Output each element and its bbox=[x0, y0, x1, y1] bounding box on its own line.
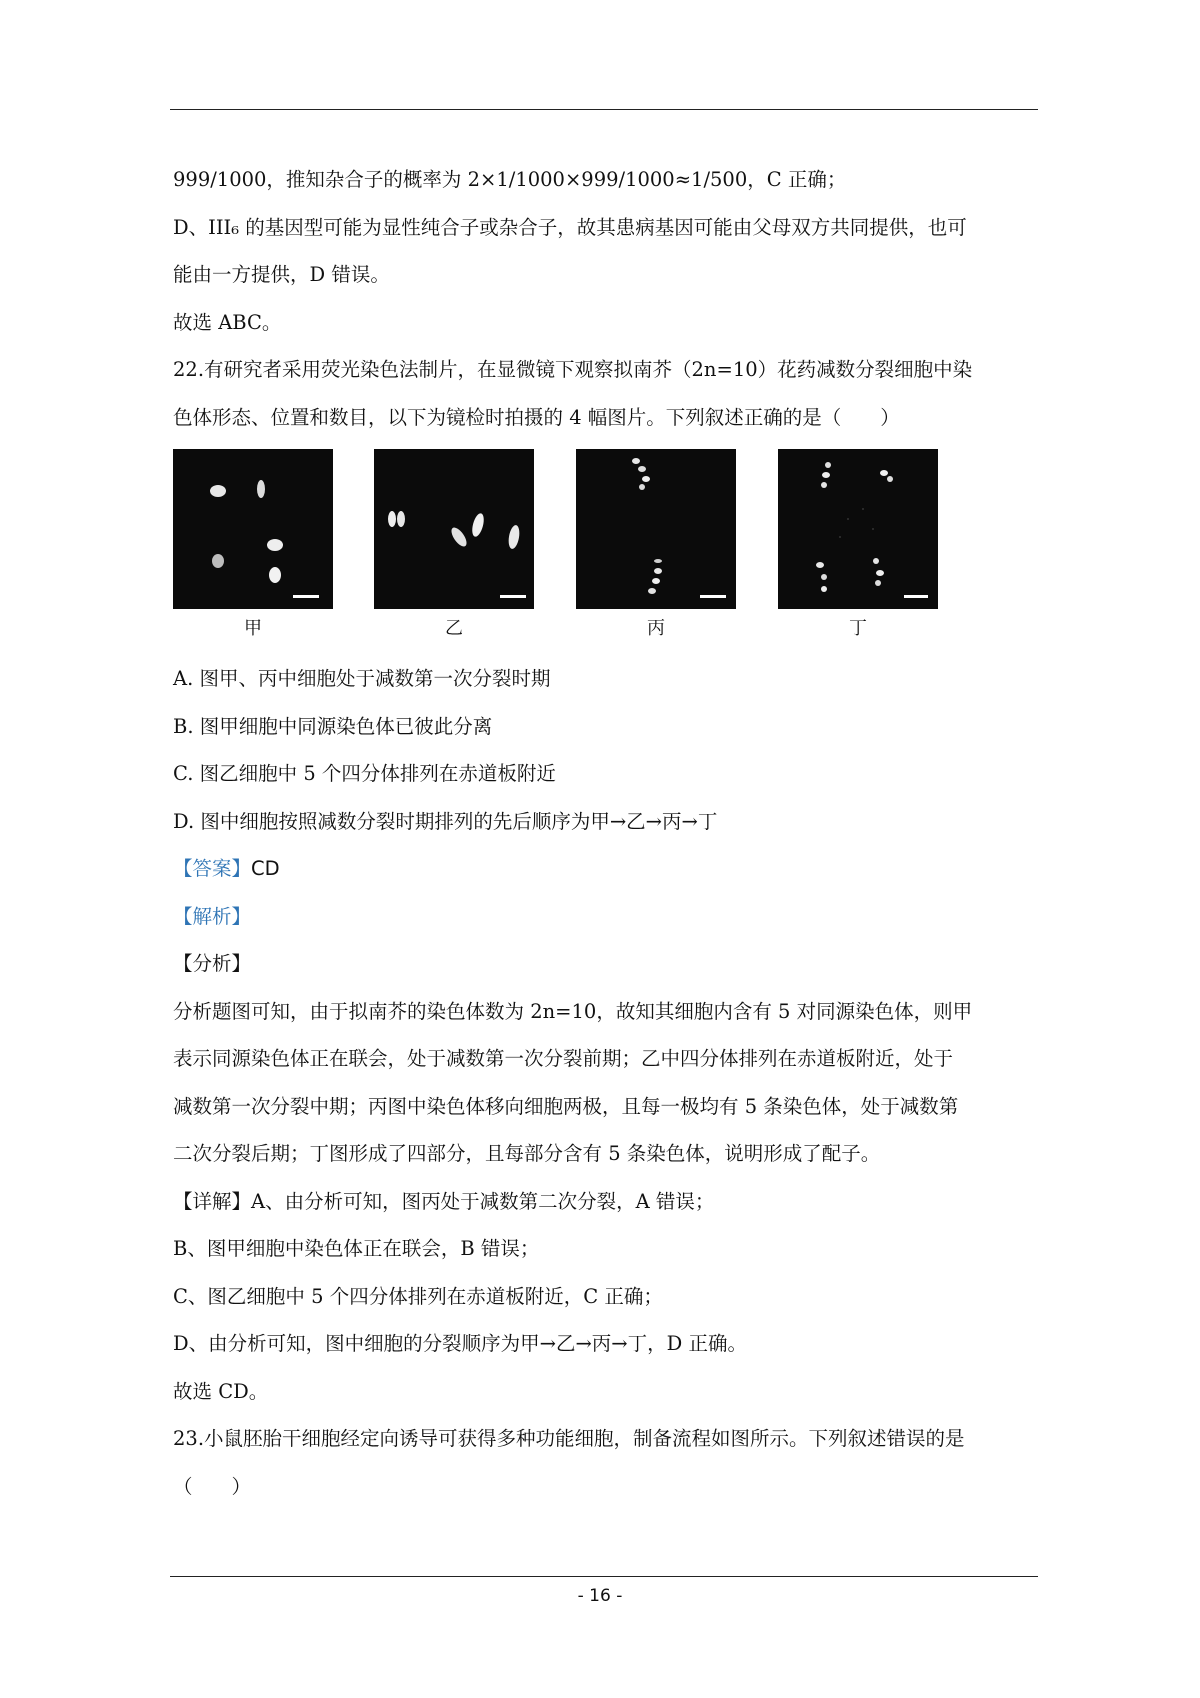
option-c: C. 图乙细胞中 5 个四分体排列在赤道板附近 bbox=[173, 762, 556, 785]
micrograph-jia bbox=[173, 449, 333, 641]
question-23-stem: 23.小鼠胚胎干细胞经定向诱导可获得多种功能细胞，制备流程如图所示。下列叙述错误的是 bbox=[173, 1427, 965, 1450]
figure-caption: 丙 bbox=[647, 618, 665, 639]
figure-caption: 丁 bbox=[849, 618, 867, 639]
answer-line bbox=[173, 845, 1041, 893]
detail-text: 【详解】A、由分析可知，图丙处于减数第二次分裂，A 错误； bbox=[173, 1189, 715, 1213]
micrograph-figure-row bbox=[173, 449, 1041, 649]
figure-caption: 乙 bbox=[445, 618, 463, 639]
detail-text: 故选 CD。 bbox=[173, 1379, 269, 1403]
analysis-text: 减数第一次分裂中期；丙图中染色体移向细胞两极，且每一极均有 5 条染色体，处于减数第 bbox=[173, 1094, 959, 1118]
option-b: B. 图甲细胞中同源染色体已彼此分离 bbox=[173, 714, 493, 738]
analysis-text: 二次分裂后期；丁图形成了四部分，且每部分含有 5 条染色体，说明形成了配子。 bbox=[173, 1142, 881, 1165]
micrograph-bing-image bbox=[576, 449, 736, 609]
header-rule bbox=[170, 109, 1038, 110]
text-line: 能由一方提供，D 错误。 bbox=[173, 263, 390, 286]
option-d: D. 图中细胞按照减数分裂时期排列的先后顺序为甲→乙→丙→丁 bbox=[173, 809, 718, 833]
question-22-stem: 22.有研究者采用荧光染色法制片，在显微镜下观察拟南芥（2n=10）花药减数分裂细胞中染 bbox=[173, 358, 973, 381]
answer-value: CD bbox=[251, 857, 280, 880]
option-a: A. 图甲、丙中细胞处于减数第一次分裂时期 bbox=[173, 667, 551, 690]
page-content bbox=[173, 156, 1041, 1510]
analysis-text: 分析题图可知，由于拟南芥的染色体数为 2n=10，故知其细胞内含有 5 对同源染色体，则甲 bbox=[173, 999, 973, 1023]
text-line: D、III₆ 的基因型可能为显性纯合子或杂合子，故其患病基因可能由父母双方共同提供，也可 bbox=[173, 215, 967, 239]
analysis-label: 【解析】 bbox=[173, 904, 252, 928]
micrograph-bing bbox=[576, 449, 736, 641]
page-number: - 16 - bbox=[577, 1586, 623, 1606]
micrograph-yi-image bbox=[374, 449, 534, 609]
question-23-stem: （ ） bbox=[173, 1474, 252, 1498]
analysis-heading: 【分析】 bbox=[173, 952, 252, 975]
footer-rule bbox=[170, 1576, 1038, 1577]
figure-caption: 甲 bbox=[244, 618, 262, 639]
micrograph-ding-image bbox=[778, 449, 938, 609]
micrograph-jia-image bbox=[173, 449, 333, 609]
micrograph-ding bbox=[778, 449, 938, 641]
text-line: 故选 ABC。 bbox=[173, 310, 282, 334]
detail-text: D、由分析可知，图中细胞的分裂顺序为甲→乙→丙→丁，D 正确。 bbox=[173, 1332, 747, 1355]
detail-text: B、图甲细胞中染色体正在联会，B 错误； bbox=[173, 1237, 540, 1260]
analysis-text: 表示同源染色体正在联会，处于减数第一次分裂前期；乙中四分体排列在赤道板附近，处于 bbox=[173, 1047, 954, 1070]
text-line: 999/1000，推知杂合子的概率为 2×1/1000×999/1000≈1/500，C 正确； bbox=[173, 168, 847, 191]
question-22-stem: 色体形态、位置和数目，以下为镜检时拍摄的 4 幅图片。下列叙述正确的是（ ） bbox=[173, 405, 900, 429]
detail-text: C、图乙细胞中 5 个四分体排列在赤道板附近，C 正确； bbox=[173, 1284, 663, 1308]
micrograph-yi bbox=[374, 449, 534, 641]
answer-label: 【答案】 bbox=[173, 857, 252, 880]
